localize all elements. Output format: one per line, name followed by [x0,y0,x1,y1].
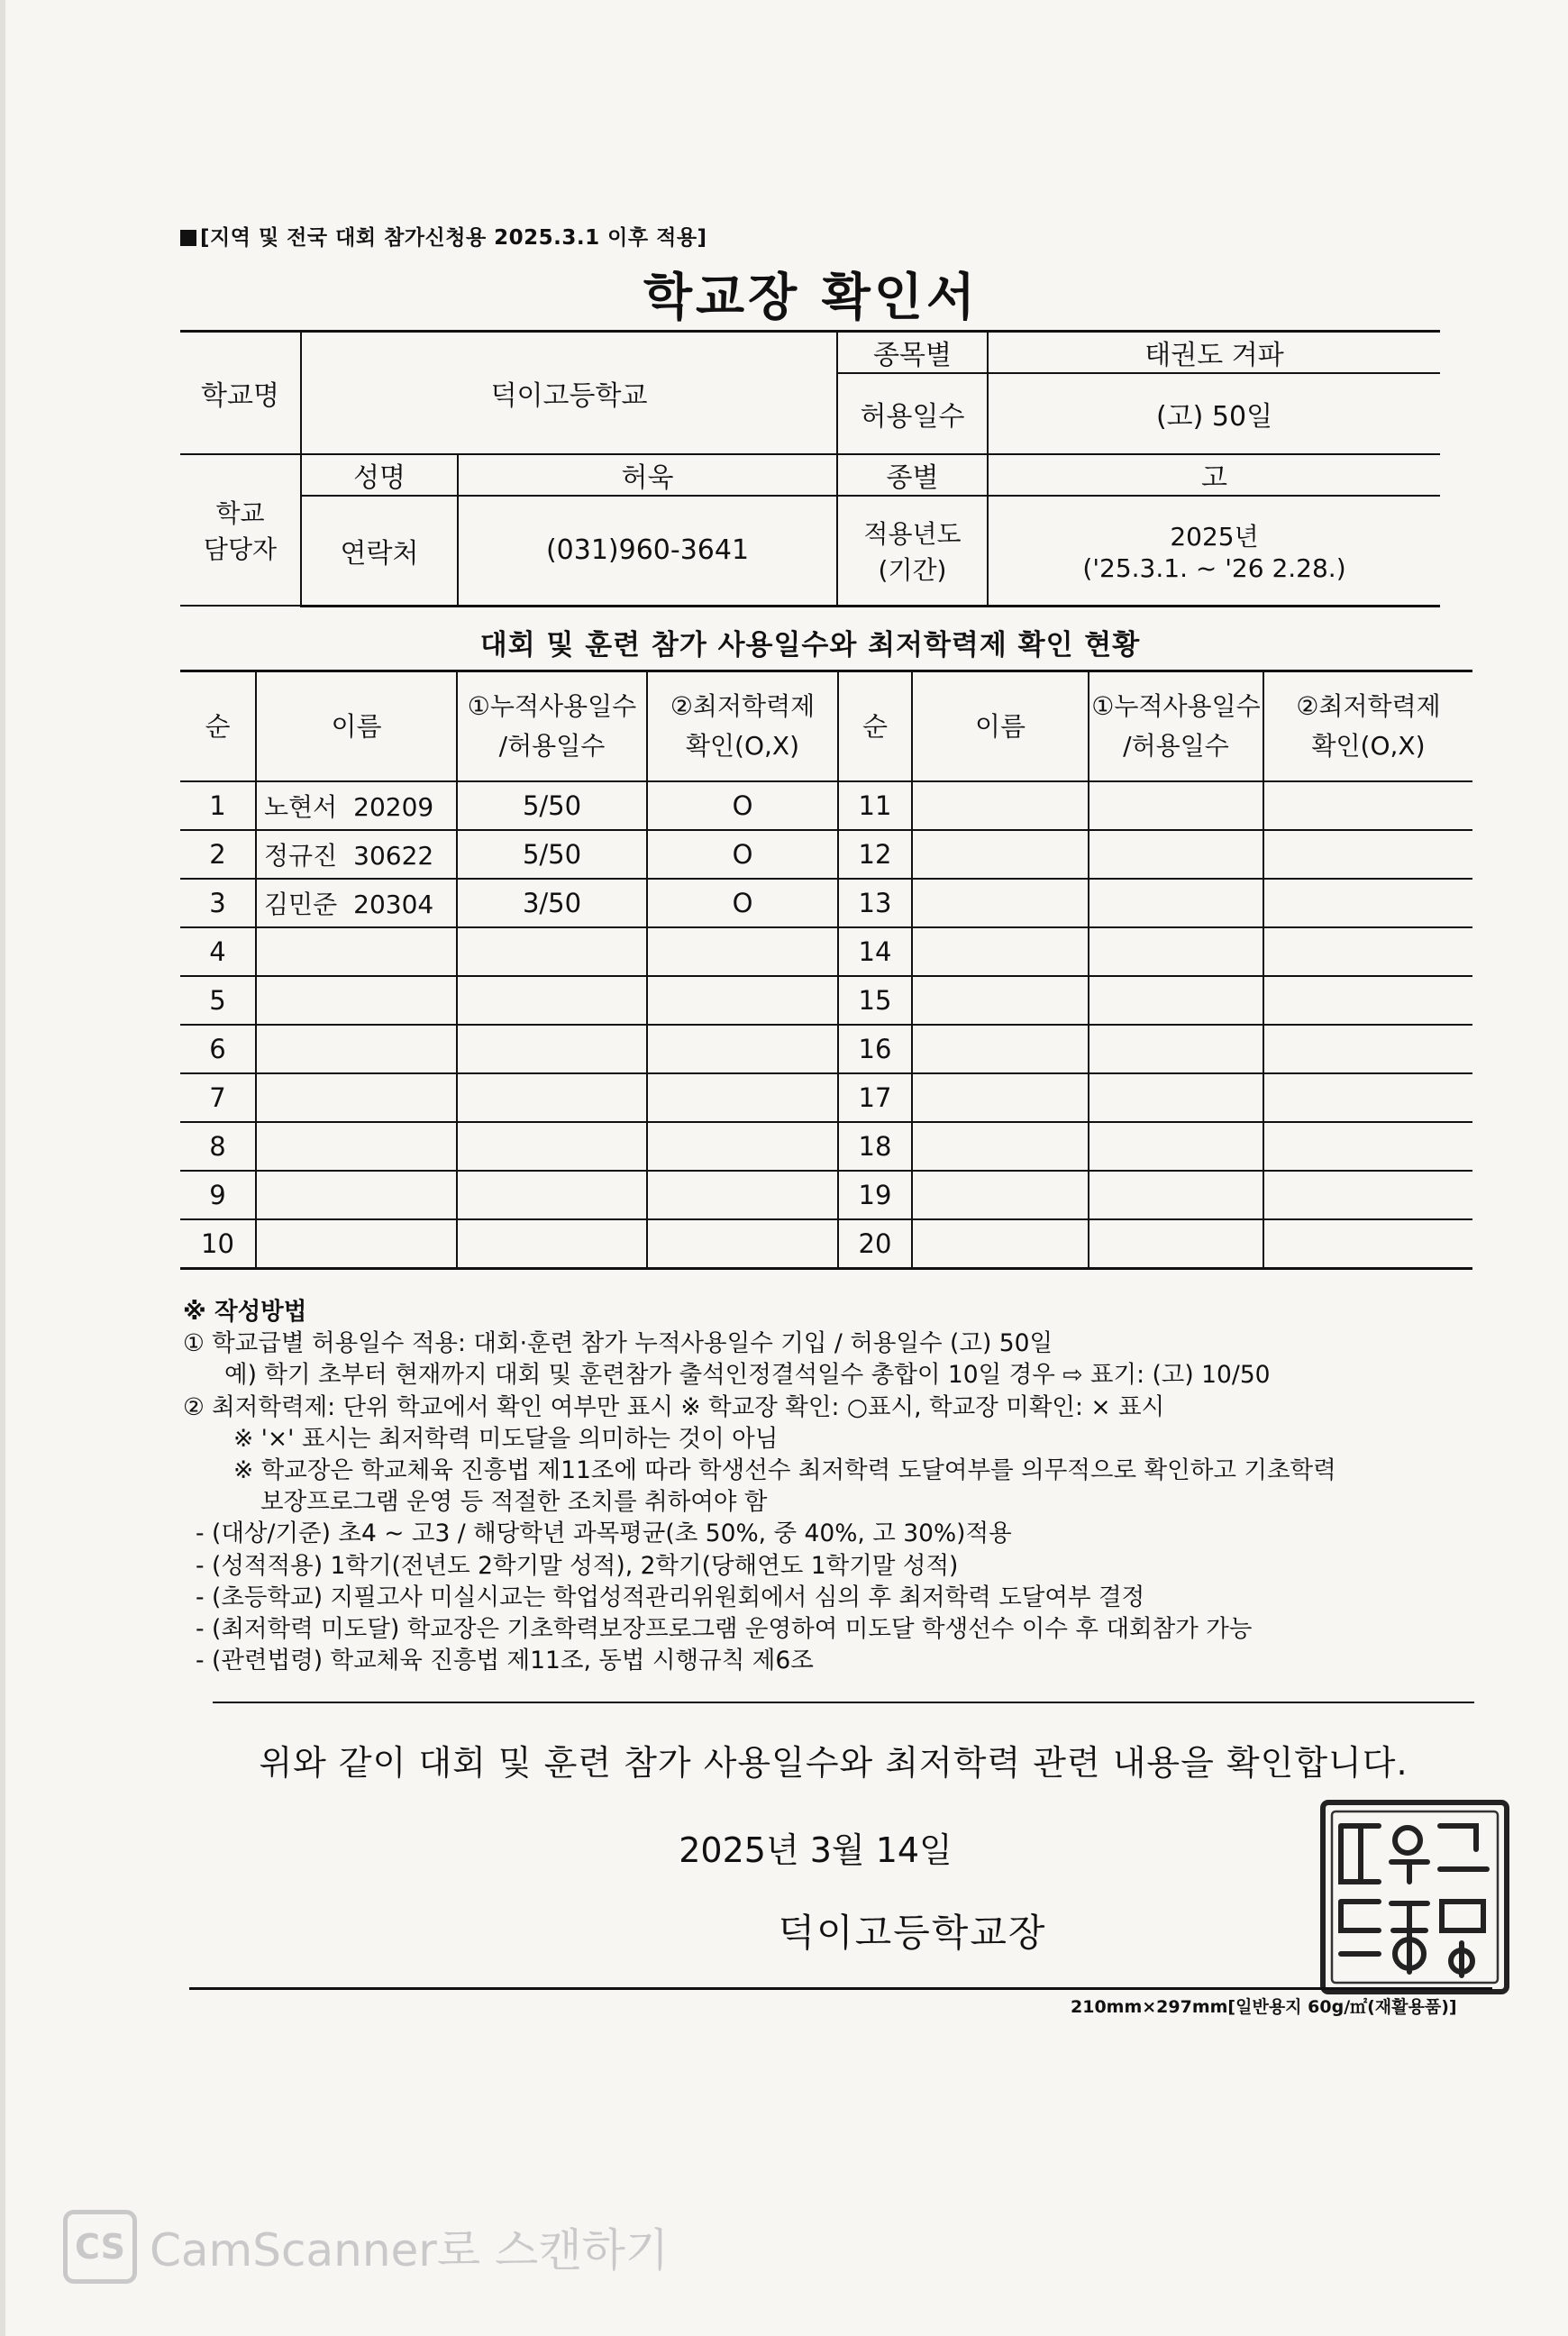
manager-name-label: 성명 [301,454,458,496]
student-name-cell [256,1073,457,1122]
note-line: ※ 학교장은 학교체육 진흥법 제11조에 따라 학생선수 최저학력 도달여부를 의무적으로 확인하고 기초학력 [233,1456,1336,1485]
days-cell [457,1122,647,1171]
student-name-cell [912,1073,1089,1122]
apply-year-label: 적용년도 (기간) [837,496,988,606]
student-name-cell [912,1171,1089,1219]
academic-check-cell [647,1122,838,1171]
row-number: 7 [180,1073,256,1122]
header-seq-left: 순 [180,671,256,782]
header-seq-right: 순 [838,671,912,782]
row-number: 4 [180,927,256,976]
student-name-cell [256,1219,457,1269]
student-name-cell [912,830,1089,879]
days-cell [1089,1073,1263,1122]
student-name-cell [912,879,1089,927]
header-academic-left: ②최저학력제 확인(O,X) [647,671,838,782]
row-number: 17 [838,1073,912,1122]
header-academic-right: ②최저학력제 확인(O,X) [1263,671,1472,782]
row-number: 9 [180,1171,256,1219]
academic-check-cell [647,927,838,976]
days-cell [1089,1025,1263,1073]
school-info-table [180,330,1440,607]
note-line: ※ '×' 표시는 최저학력 미도달을 의미하는 것이 아님 [233,1424,779,1453]
allowed-days-label: 허용일수 [837,373,988,454]
days-cell [457,1073,647,1122]
academic-check-cell [647,1025,838,1073]
days-cell [457,1219,647,1269]
signer: 덕이고등학교장 [778,1911,1047,1955]
note-line: - (초등학교) 지필고사 미실시교는 학업성적관리위원회에서 심의 후 최저학력 도달여부 결정 [196,1583,1145,1611]
student-name-cell [256,927,457,976]
row-number: 5 [180,976,256,1025]
academic-check-cell [1263,1025,1472,1073]
academic-check-cell [1263,1122,1472,1171]
row-number: 11 [838,781,912,830]
table-row [180,927,1472,976]
academic-check-cell: O [647,879,838,927]
header-days-left: ①누적사용일수 /허용일수 [457,671,647,782]
event-label: 종목별 [837,332,988,374]
school-name-label: 학교명 [180,332,301,455]
student-name-cell [912,781,1089,830]
header-name-left: 이름 [256,671,457,782]
notes-heading: ※ 작성방법 [183,1298,307,1326]
academic-check-cell [647,976,838,1025]
note-line: - (대상/기준) 초4 ~ 고3 / 해당학년 과목평균(초 50%, 중 40%, 고 30%)적용 [196,1519,1012,1548]
row-number: 10 [180,1219,256,1269]
student-name-cell [912,976,1089,1025]
days-cell [1089,976,1263,1025]
divider [213,1702,1474,1703]
table-row [180,879,1472,927]
row-number: 8 [180,1122,256,1171]
days-cell [1089,830,1263,879]
official-seal-stamp [1316,1795,1514,1999]
days-cell [1089,781,1263,830]
manager-name-value: 허욱 [458,454,837,496]
academic-check-cell: O [647,781,838,830]
student-name-cell: 정규진 30622 [256,830,457,879]
event-value: 태권도 겨파 [988,332,1440,374]
document-title: 학교장 확인서 [643,269,980,327]
academic-check-cell [1263,781,1472,830]
table-row [180,1171,1472,1219]
note-line: 예) 학기 초부터 현재까지 대회 및 훈련참가 출석인정결석일수 총합이 10일 경우 ⇨ 표기: (고) 10/50 [224,1361,1271,1390]
student-name-cell: 김민준 20304 [256,879,457,927]
instructions [183,1296,1336,1676]
table-row [180,1025,1472,1073]
days-cell [457,976,647,1025]
contact-value: (031)960-3641 [458,496,837,606]
student-name-cell [256,1025,457,1073]
academic-check-cell [1263,1073,1472,1122]
days-cell [457,1025,647,1073]
student-name-cell [912,1219,1089,1269]
note-line: - (최저학력 미도달) 학교장은 기초학력보장프로그램 운영하여 미도달 학생선수 이수 후 대회참가 가능 [196,1615,1253,1644]
row-number: 20 [838,1219,912,1269]
table-row [180,830,1472,879]
allowed-days-value: (고) 50일 [988,373,1440,454]
table-row [180,1219,1472,1269]
usage-section-title: 대회 및 훈련 참가 사용일수와 최저학력제 확인 현황 [479,629,1141,662]
row-number: 15 [838,976,912,1025]
row-number: 6 [180,1025,256,1073]
academic-check-cell [1263,879,1472,927]
days-cell: 5/50 [457,781,647,830]
camscanner-logo-icon: CS [63,2210,137,2284]
table-row [180,1073,1472,1122]
usage-table [180,670,1472,1270]
school-name-value: 덕이고등학교 [301,332,837,455]
student-name-cell [912,1122,1089,1171]
academic-check-cell [647,1073,838,1122]
apply-year-value: 2025년 ('25.3.1. ~ '26 2.28.) [988,496,1440,606]
page-edge [0,0,5,2336]
student-name-cell [256,1171,457,1219]
student-name-cell [912,1025,1089,1073]
days-cell [1089,879,1263,927]
days-cell [457,1171,647,1219]
academic-check-cell [1263,1219,1472,1269]
days-cell [457,927,647,976]
table-row [180,976,1472,1025]
student-name-cell [256,1122,457,1171]
header-days-right: ①누적사용일수 /허용일수 [1089,671,1263,782]
days-cell [1089,927,1263,976]
academic-check-cell [647,1171,838,1219]
row-number: 2 [180,830,256,879]
days-cell: 3/50 [457,879,647,927]
academic-check-cell [647,1219,838,1269]
note-line: - (성적적용) 1학기(전년도 2학기말 성적), 2학기(당해연도 1학기말 성적) [196,1551,959,1580]
row-number: 13 [838,879,912,927]
paper-spec: 210mm×297mm[일반용지 60g/㎡(재활용품)] [1071,1997,1457,2017]
row-number: 18 [838,1122,912,1171]
academic-check-cell [1263,830,1472,879]
note-line: - (관련법령) 학교체육 진흥법 제11조, 동법 시행규칙 제6조 [196,1647,814,1675]
academic-check-cell [1263,976,1472,1025]
document-date: 2025년 3월 14일 [679,1830,953,1870]
academic-check-cell [1263,927,1472,976]
confirmation-statement: 위와 같이 대회 및 훈련 참가 사용일수와 최저학력 관련 내용을 확인합니다. [259,1743,1408,1783]
row-number: 14 [838,927,912,976]
table-row [180,1122,1472,1171]
days-cell [1089,1171,1263,1219]
header-notice: [지역 및 전국 대회 참가신청용 2025.3.1 이후 적용] [180,221,707,251]
days-cell [1089,1219,1263,1269]
student-name-cell: 노현서 20209 [256,781,457,830]
row-number: 1 [180,781,256,830]
row-number: 19 [838,1171,912,1219]
note-line: 보장프로그램 운영 등 적절한 조치를 취하여야 함 [260,1488,768,1517]
row-number: 16 [838,1025,912,1073]
bottom-divider [189,1987,1492,1990]
note-line: ② 최저학력제: 단위 학교에서 확인 여부만 표시 ※ 학교장 확인: ○표시, 학교장 미확인: × 표시 [183,1392,1165,1421]
type-label: 종별 [837,454,988,496]
table-row [180,781,1472,830]
academic-check-cell [1263,1171,1472,1219]
contact-label: 연락처 [301,496,458,606]
student-name-cell [912,927,1089,976]
academic-check-cell: O [647,830,838,879]
row-number: 3 [180,879,256,927]
scanner-watermark [63,2210,669,2284]
note-line: ① 학교급별 허용일수 적용: 대회·훈련 참가 누적사용일수 기입 / 허용일수 (고) 50일 [183,1329,1053,1358]
row-number: 12 [838,830,912,879]
school-manager-label: 학교 담당자 [180,454,301,606]
header-name-right: 이름 [912,671,1089,782]
student-name-cell [256,976,457,1025]
days-cell: 5/50 [457,830,647,879]
watermark-text: CamScanner로 스캔하기 [150,2224,670,2277]
type-value: 고 [988,454,1440,496]
days-cell [1089,1122,1263,1171]
